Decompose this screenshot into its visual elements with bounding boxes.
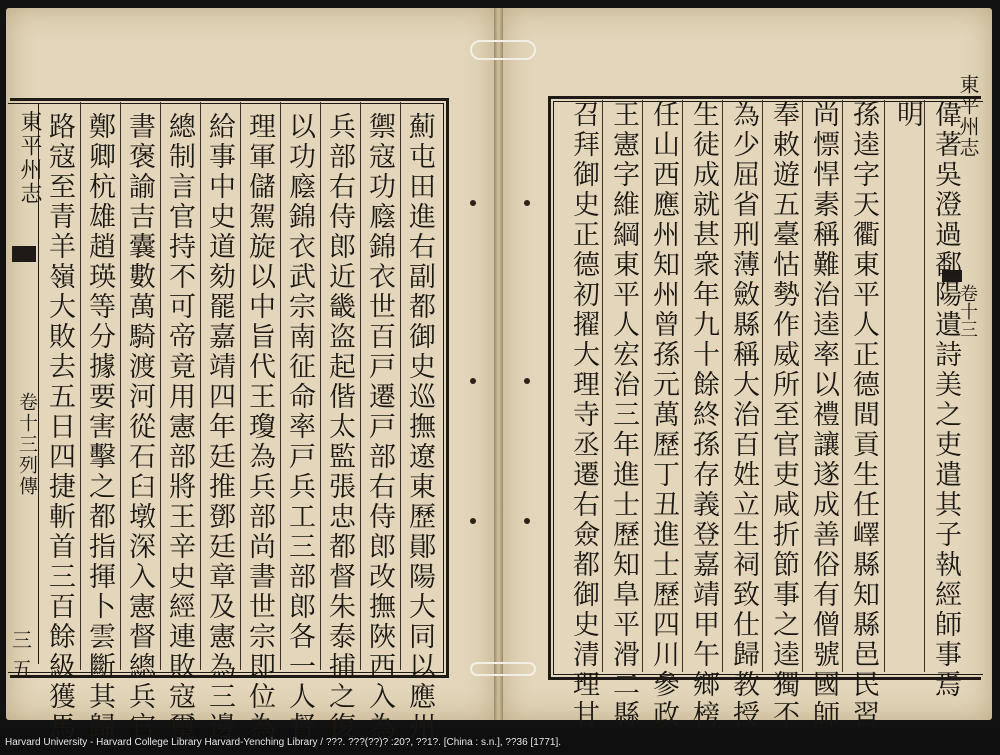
text-column: 奉敕遊五臺怙勢作威所至官吏咸折節事之逵獨不 [768, 100, 799, 730]
column-rule [360, 102, 361, 670]
text-column: 鄭卿杭雄趙瑛等分據要害擊之都指揮卜雲斷其歸 [84, 112, 115, 742]
column-rule [722, 100, 723, 672]
column-rule [240, 102, 241, 670]
column-rule [120, 102, 121, 670]
text-column: 以功廕錦衣武宗南征命率戸兵工三部郎各一人督 [284, 112, 315, 742]
text-column: 理軍儲駕旋以中旨代王瓊為兵部尚書世宗即位為 [244, 112, 275, 742]
book-title: 東平州志 [17, 110, 42, 206]
stitch-hole [470, 518, 476, 524]
stitch-hole [524, 378, 530, 384]
text-column: 任山西應州知州曾孫元萬歷丁丑進士歷四川參政 [648, 100, 679, 730]
column-rule [280, 102, 281, 670]
page-number: 三五 [12, 628, 32, 681]
text-column: 書褒諭吉囊數萬騎渡河從石臼墩深入憲督總兵官 [124, 112, 155, 742]
column-rule [842, 100, 843, 672]
column-rule [762, 100, 763, 672]
text-column: 禦寇功廕錦衣世百戸遷戸部右侍郎改撫陜西入為 [364, 112, 395, 742]
chapter-label: 卷十三 [957, 284, 978, 338]
text-column: 明 [892, 100, 923, 130]
fishtail-mark [12, 246, 36, 262]
stitch-hole [470, 378, 476, 384]
chapter-label: 卷十三列傳 [16, 392, 38, 497]
text-column: 王憲字維綱東平人宏治三年進士歷知阜平滑二縣 [608, 100, 639, 730]
binding-thread-top [470, 40, 536, 60]
text-column: 薊屯田進右副都御史巡撫遼東歷鄖陽大同以應州 [404, 112, 435, 742]
column-rule [80, 102, 81, 670]
stitch-hole [524, 518, 530, 524]
text-column: 為少屈省刑薄斂縣稱大治百姓立生祠致仕歸教授 [728, 100, 759, 730]
book-title: 東平州志 [956, 74, 980, 158]
book-gutter [494, 8, 503, 720]
stitch-hole [470, 200, 476, 206]
column-rule [802, 100, 803, 672]
left-margin-title [10, 104, 42, 681]
text-column: 兵部右侍郎近畿盗起偕太監張忠都督朱泰捕之復 [324, 112, 355, 742]
text-column: 召拜御史正德初擢大理寺丞遷右僉都御史清理甘 [568, 100, 599, 730]
text-column: 孫逵字天衢東平人正德間貢生任嶧縣知縣邑民習 [848, 100, 879, 730]
text-column: 尚慓悍素稱難治逵率以禮讓遂成善俗有僧號國師 [808, 100, 839, 730]
column-rule [200, 102, 201, 670]
column-rule [160, 102, 161, 670]
text-column: 路寇至青羊嶺大敗去五日四捷斬首三百餘級獲馬 [44, 112, 75, 742]
column-rule [682, 100, 683, 672]
text-column: 偉著吳澄過鄱陽遺詩美之吏遣其子執經師事焉 [930, 100, 961, 700]
column-rule [602, 100, 603, 672]
text-column: 總制言官持不可帝竟用憲部將王辛史經連敗寇璽 [164, 112, 195, 742]
text-column: 給事中史道劾罷嘉靖四年廷推鄧廷章及憲為三邊 [204, 112, 235, 742]
binding-thread-bottom [470, 662, 536, 676]
column-rule [924, 100, 925, 672]
column-rule [320, 102, 321, 670]
column-rule [642, 100, 643, 672]
image-caption: Harvard University - Harvard College Library Harvard-Yenching Library / ???. ???(??)? :20?, ??1?. [China : s.n.], ??36 [1771]. [5, 737, 562, 748]
text-column: 生徒成就甚衆年九十餘終孫存義登嘉靖甲午鄉榜 [688, 100, 719, 730]
stitch-hole [524, 200, 530, 206]
column-rule [400, 102, 401, 670]
column-rule [884, 100, 885, 672]
